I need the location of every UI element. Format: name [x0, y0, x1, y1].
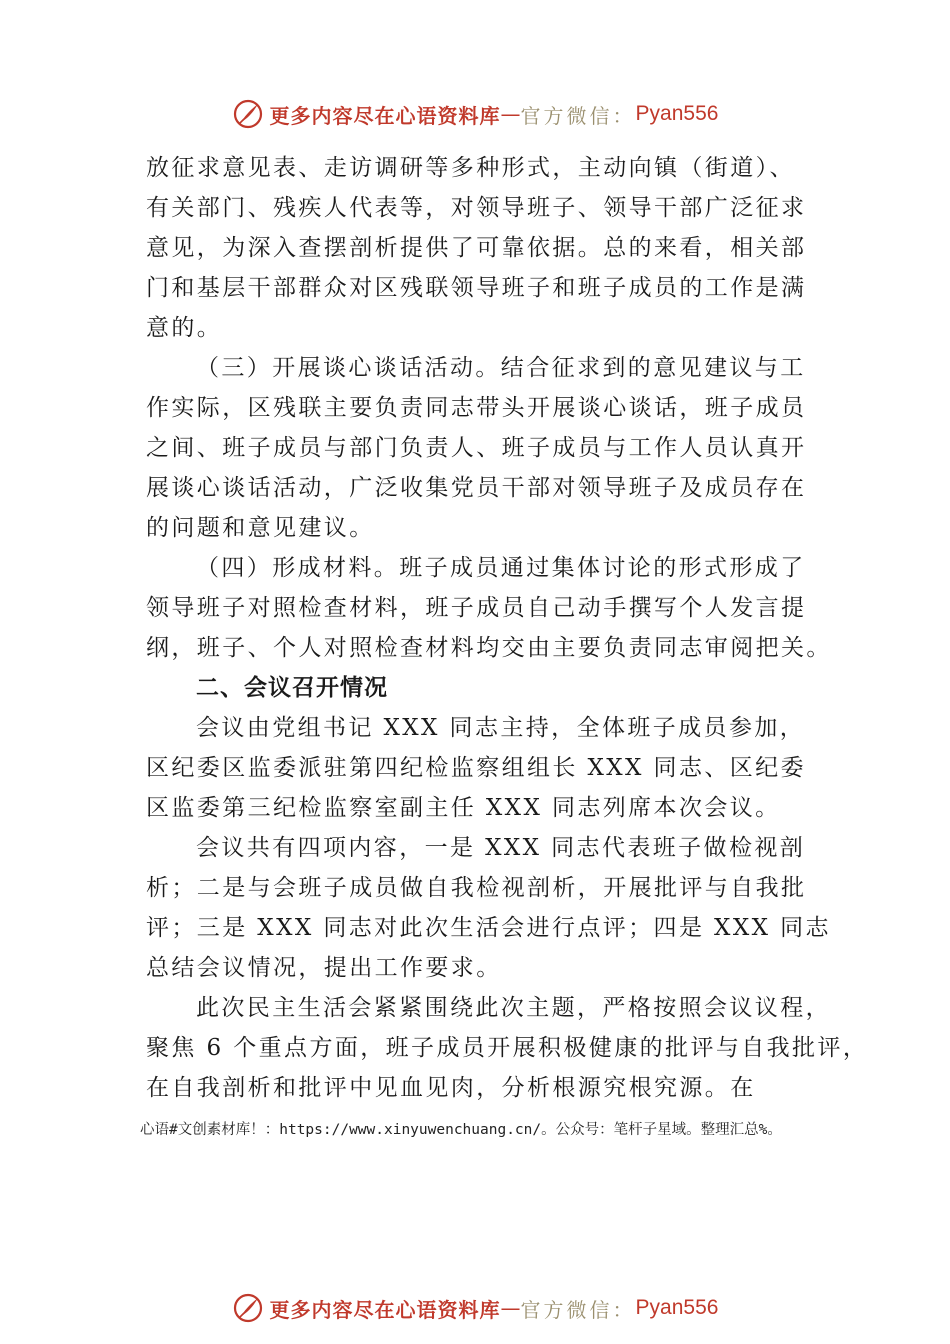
text-line: 门和基层干部群众对区残联领导班子和班子成员的工作是满: [146, 275, 807, 301]
banner-wechat-id: Pyan556: [635, 102, 719, 125]
text-line: 会议共有四项内容，一是 XXX 同志代表班子做检视剖: [196, 835, 806, 861]
text-line: 作实际，区残联主要负责同志带头开展谈心谈话，班子成员: [146, 395, 807, 421]
text-line: 的问题和意见建议。: [146, 515, 375, 541]
text-line: 区监委第三纪检监察室副主任 XXX 同志列席本次会议。: [146, 795, 781, 821]
text-line: 析；二是与会班子成员做自我检视剖析，开展批评与自我批: [146, 875, 807, 901]
text-line: 有关部门、残疾人代表等，对领导班子、领导干部广泛征求: [146, 195, 807, 221]
banner-title: 更多内容尽在心语资料库: [269, 1297, 501, 1322]
text-line: 放征求意见表、走访调研等多种形式，主动向镇（街道）、: [146, 155, 795, 181]
text-line: 意见，为深入查摆剖析提供了可靠依据。总的来看，相关部: [146, 235, 807, 261]
quill-circle-icon: [232, 98, 264, 130]
banner-official-label: 官方微信：: [520, 103, 636, 128]
text-line: 意的。: [146, 315, 223, 341]
header-banner: [0, 94, 950, 134]
text-line: 总结会议情况，提出工作要求。: [146, 955, 502, 981]
text-line: 评；三是 XXX 同志对此次生活会进行点评；四是 XXX 同志: [146, 915, 831, 941]
text-line: 纲，班子、个人对照检查材料均交由主要负责同志审阅把关。: [146, 635, 832, 661]
text-line: 领导班子对照检查材料，班子成员自己动手撰写个人发言提: [146, 595, 807, 621]
text-line: （三）开展谈心谈话活动。结合征求到的意见建议与工: [196, 355, 806, 381]
banner-wechat-id: Pyan556: [635, 1296, 719, 1319]
text-line: 区纪委区监委派驻第四纪检监察组组长 XXX 同志、区纪委: [146, 755, 806, 781]
banner-dash: —: [500, 102, 521, 126]
banner-dash: —: [500, 1296, 521, 1320]
banner-official-label: 官方微信：: [520, 1297, 636, 1322]
footer-banner: [0, 1288, 950, 1328]
quill-circle-icon: [232, 1292, 264, 1324]
text-line: 此次民主生活会紧紧围绕此次主题，严格按照会议议程，: [196, 995, 831, 1021]
text-line: （四）形成材料。班子成员通过集体讨论的形式形成了: [196, 555, 806, 581]
banner-title: 更多内容尽在心语资料库: [269, 103, 501, 128]
section-heading: 二、会议召开情况: [196, 675, 388, 701]
document-body: [146, 148, 869, 1108]
text-line: 展谈心谈话活动，广泛收集党员干部对领导班子及成员存在: [146, 475, 807, 501]
text-line: 会议由党组书记 XXX 同志主持，全体班子成员参加，: [196, 715, 806, 741]
text-line: 之间、班子成员与部门负责人、班子成员与工作人员认真开: [146, 435, 807, 461]
text-line: 在自我剖析和批评中见血见肉，分析根源究根究源。在: [146, 1075, 756, 1101]
source-note: 心语#文创素材库！：https://www.xinyuwenchuang.cn/。公众号：笔杆子星域。整理汇总%。: [140, 1122, 782, 1138]
text-line: 聚焦 6 个重点方面，班子成员开展积极健康的批评与自我批评，: [146, 1035, 869, 1061]
